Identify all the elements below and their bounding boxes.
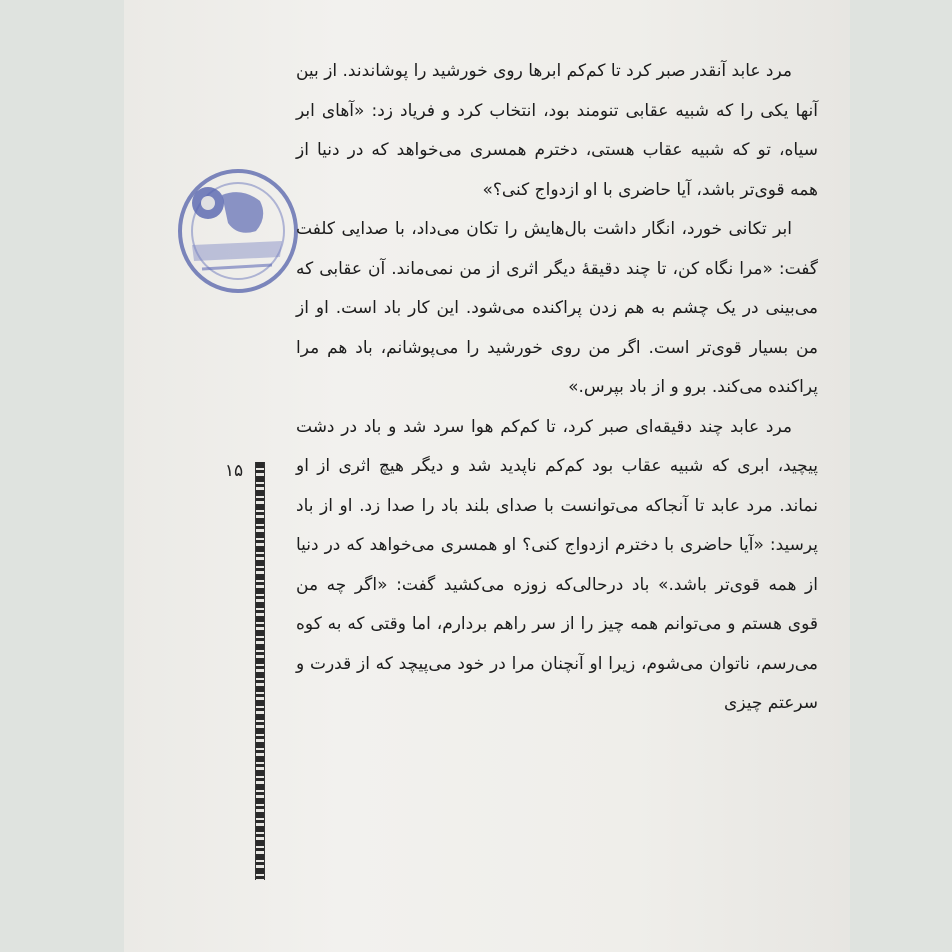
paragraph: مرد عابد آنقدر صبر کرد تا کم‌کم ابرها روی خورشید را پوشاندند. از بین آنها یکی را که شبیه عقابی تنومند بود، انتخاب کرد و فریاد زد: «آهای ابر سیاه، تو که شبیه عقاب هستی، دخترم همسری می‌خواهد که در دنیا از همه قوی‌تر باشد، آیا حاضری با او ازدواج کنی؟»: [295, 61, 818, 200]
paragraph: ابر تکانی خورد، انگار داشت بال‌هایش را تکان می‌داد، با صدایی کلفت گفت: «مرا نگاه کن، تا چند دقیقهٔ دیگر اثری از من نمی‌ماند. آن عقابی که می‌بینی در یک چشم به هم زدن پراکنده می‌شود. این کار باد است. او از من بسیار قوی‌تر است. اگر من روی خورشید را می‌پوشانم، باد هم مرا پراکنده می‌کند. برو و از باد بپرس.»: [296, 219, 818, 397]
page-number: ۱۵: [224, 461, 244, 481]
book-page: [124, 0, 850, 952]
story-text: [296, 52, 818, 724]
library-stamp-icon: [172, 165, 298, 297]
paragraph: مرد عابد چند دقیقه‌ای صبر کرد، تا کم‌کم هوا سرد شد و باد در دشت پیچید، ابری که شبیه عقاب بود کم‌کم ناپدید شد و دیگر هیچ اثری از او نماند. مرد عابد تا آنجاکه می‌توانست با صدای بلند باد را صدا زد. او از باد پرسید: «آیا حاضری با دخترم ازدواج کنی؟ او همسری می‌خواهد که در دنیا از همه قوی‌تر باشد.» باد درحالی‌که زوزه می‌کشید گفت: «اگر چه من قوی هستم و می‌توانم همه چیز را از سر راهم بردارم، اما وقتی که به کوه می‌رسم، ناتوان می‌شوم، زیرا او آنچنان مرا در خود می‌پیچد که از قدرت و سرعتم چیزی: [296, 416, 818, 713]
decorative-border: [255, 462, 265, 880]
